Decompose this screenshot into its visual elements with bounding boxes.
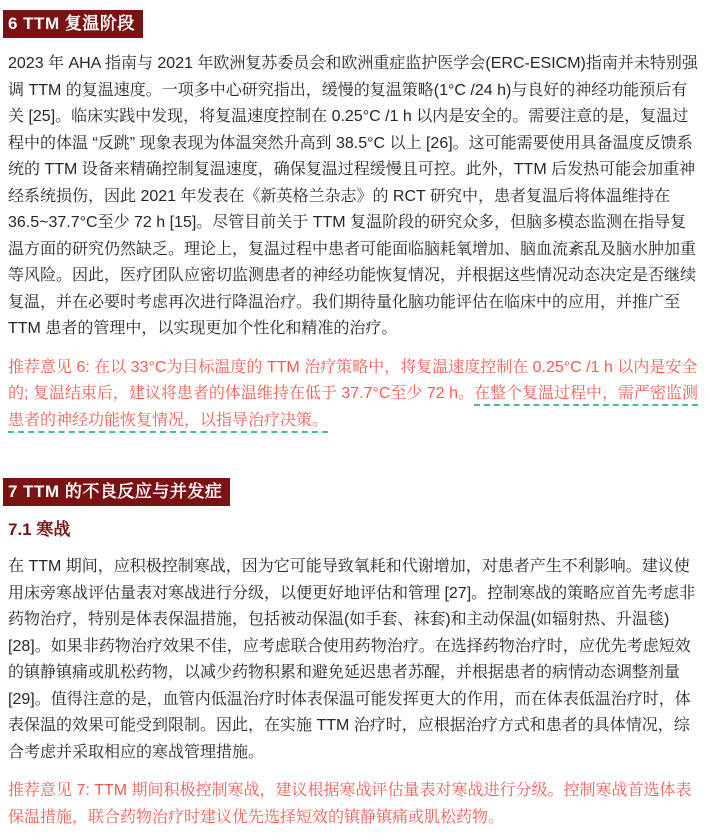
recommendation-6-text: 推荐意见 6: 在以 33°C为目标温度的 TTM 治疗策略中，将复温速度控制在 0.25°C /1 h 以内是安全的; 复温结束后，建议将患者的体温维持在低于 37.7°C至少 72 h。 <box>8 358 698 402</box>
recommendation-6-underlined-text: 在整个复温过程中，需严密监测患者的神经功能恢复情况，以指导治疗决策。 <box>8 385 698 433</box>
section-6-heading: 6 TTM 复温阶段 <box>3 10 143 38</box>
recommendation-6 <box>8 355 701 435</box>
recommendation-7 <box>8 778 701 831</box>
section-7-1-subheading: 7.1 寒战 <box>8 520 71 539</box>
recommendation-7-text: 推荐意见 7: TTM 期间积极控制寒战，建议根据寒战评估量表对寒战进行分级。控制寒战首选体表保温措施，联合药物治疗时建议优先选择短效的镇静镇痛或肌松药物。 <box>8 782 692 826</box>
section-ttm-adverse-effects <box>8 478 701 831</box>
section-7-paragraph: 在 TTM 期间，应积极控制寒战，因为它可能导致氧耗和代谢增加，对患者产生不利影响。建议使用床旁寒战评估量表对寒战进行分级，以便更好地评估和管理 [27]。控制寒战的策略应首先考虑非药物治疗，特别是体表保温措施，包括被动保温(如手套、袜套)和主动保温(如辐射热、升温毯)[28]。如果非药物治疗效果不佳，应考虑联合使用药物治疗。在选择药物治疗时，应优先考虑短效的镇静镇痛或肌松药物，以减少药物积累和避免延迟患者苏醒，并根据患者的病情动态调整剂量 [29]。值得注意的是，血管内低温治疗时体表保温可能发挥更大的作用，而在体表低温治疗时，体表保温的效果可能受到限制。因此，在实施 TTM 治疗时，应根据治疗方式和患者的具体情况，综合考虑并采取相应的寒战管理措施。 <box>8 558 696 761</box>
section-6-paragraph: 2023 年 AHA 指南与 2021 年欧洲复苏委员会和欧洲重症监护医学会(ERC-ESICM)指南并未特别强调 TTM 的复温速度。一项多中心研究指出，缓慢的复温策略(1°C /24 h)与良好的神经功能预后有关 [25]。临床实践中发现，将复温速度控制在 0.25°C /1 h 以内是安全的。需要注意的是，复温过程中的体温 “反跳” 现象表现为体温突然升高到 38.5°C 以上 [26]。这可能需要使用具备温度反馈系统的 TTM 设备来精确控制复温速度，确保复温过程缓慢且可控。此外，TTM 后发热可能会加重神经系统损伤，因此 2021 年发表在《新英格兰杂志》的 RCT 研究中，患者复温后将体温维持在 36.5~37.7°C至少 72 h [15]。尽管目前关于 TTM 复温阶段的研究众多，但脑多模态监测在指导复温方面的研究仍然缺乏。理论上，复温过程中患者可能面临脑耗氧增加、脑血流紊乱及脑水肿加重等风险。因此，医疗团队应密切监测患者的神经功能恢复情况，并根据这些情况动态决定是否继续复温，并在必要时考虑再次进行降温治疗。我们期待量化脑功能评估在临床中的应用，并推广至 TTM 患者的管理中，以实现更加个性化和精准的治疗。 <box>8 55 698 337</box>
section-ttm-rewarming <box>8 10 701 434</box>
section-7-heading: 7 TTM 的不良反应与并发症 <box>3 478 230 506</box>
